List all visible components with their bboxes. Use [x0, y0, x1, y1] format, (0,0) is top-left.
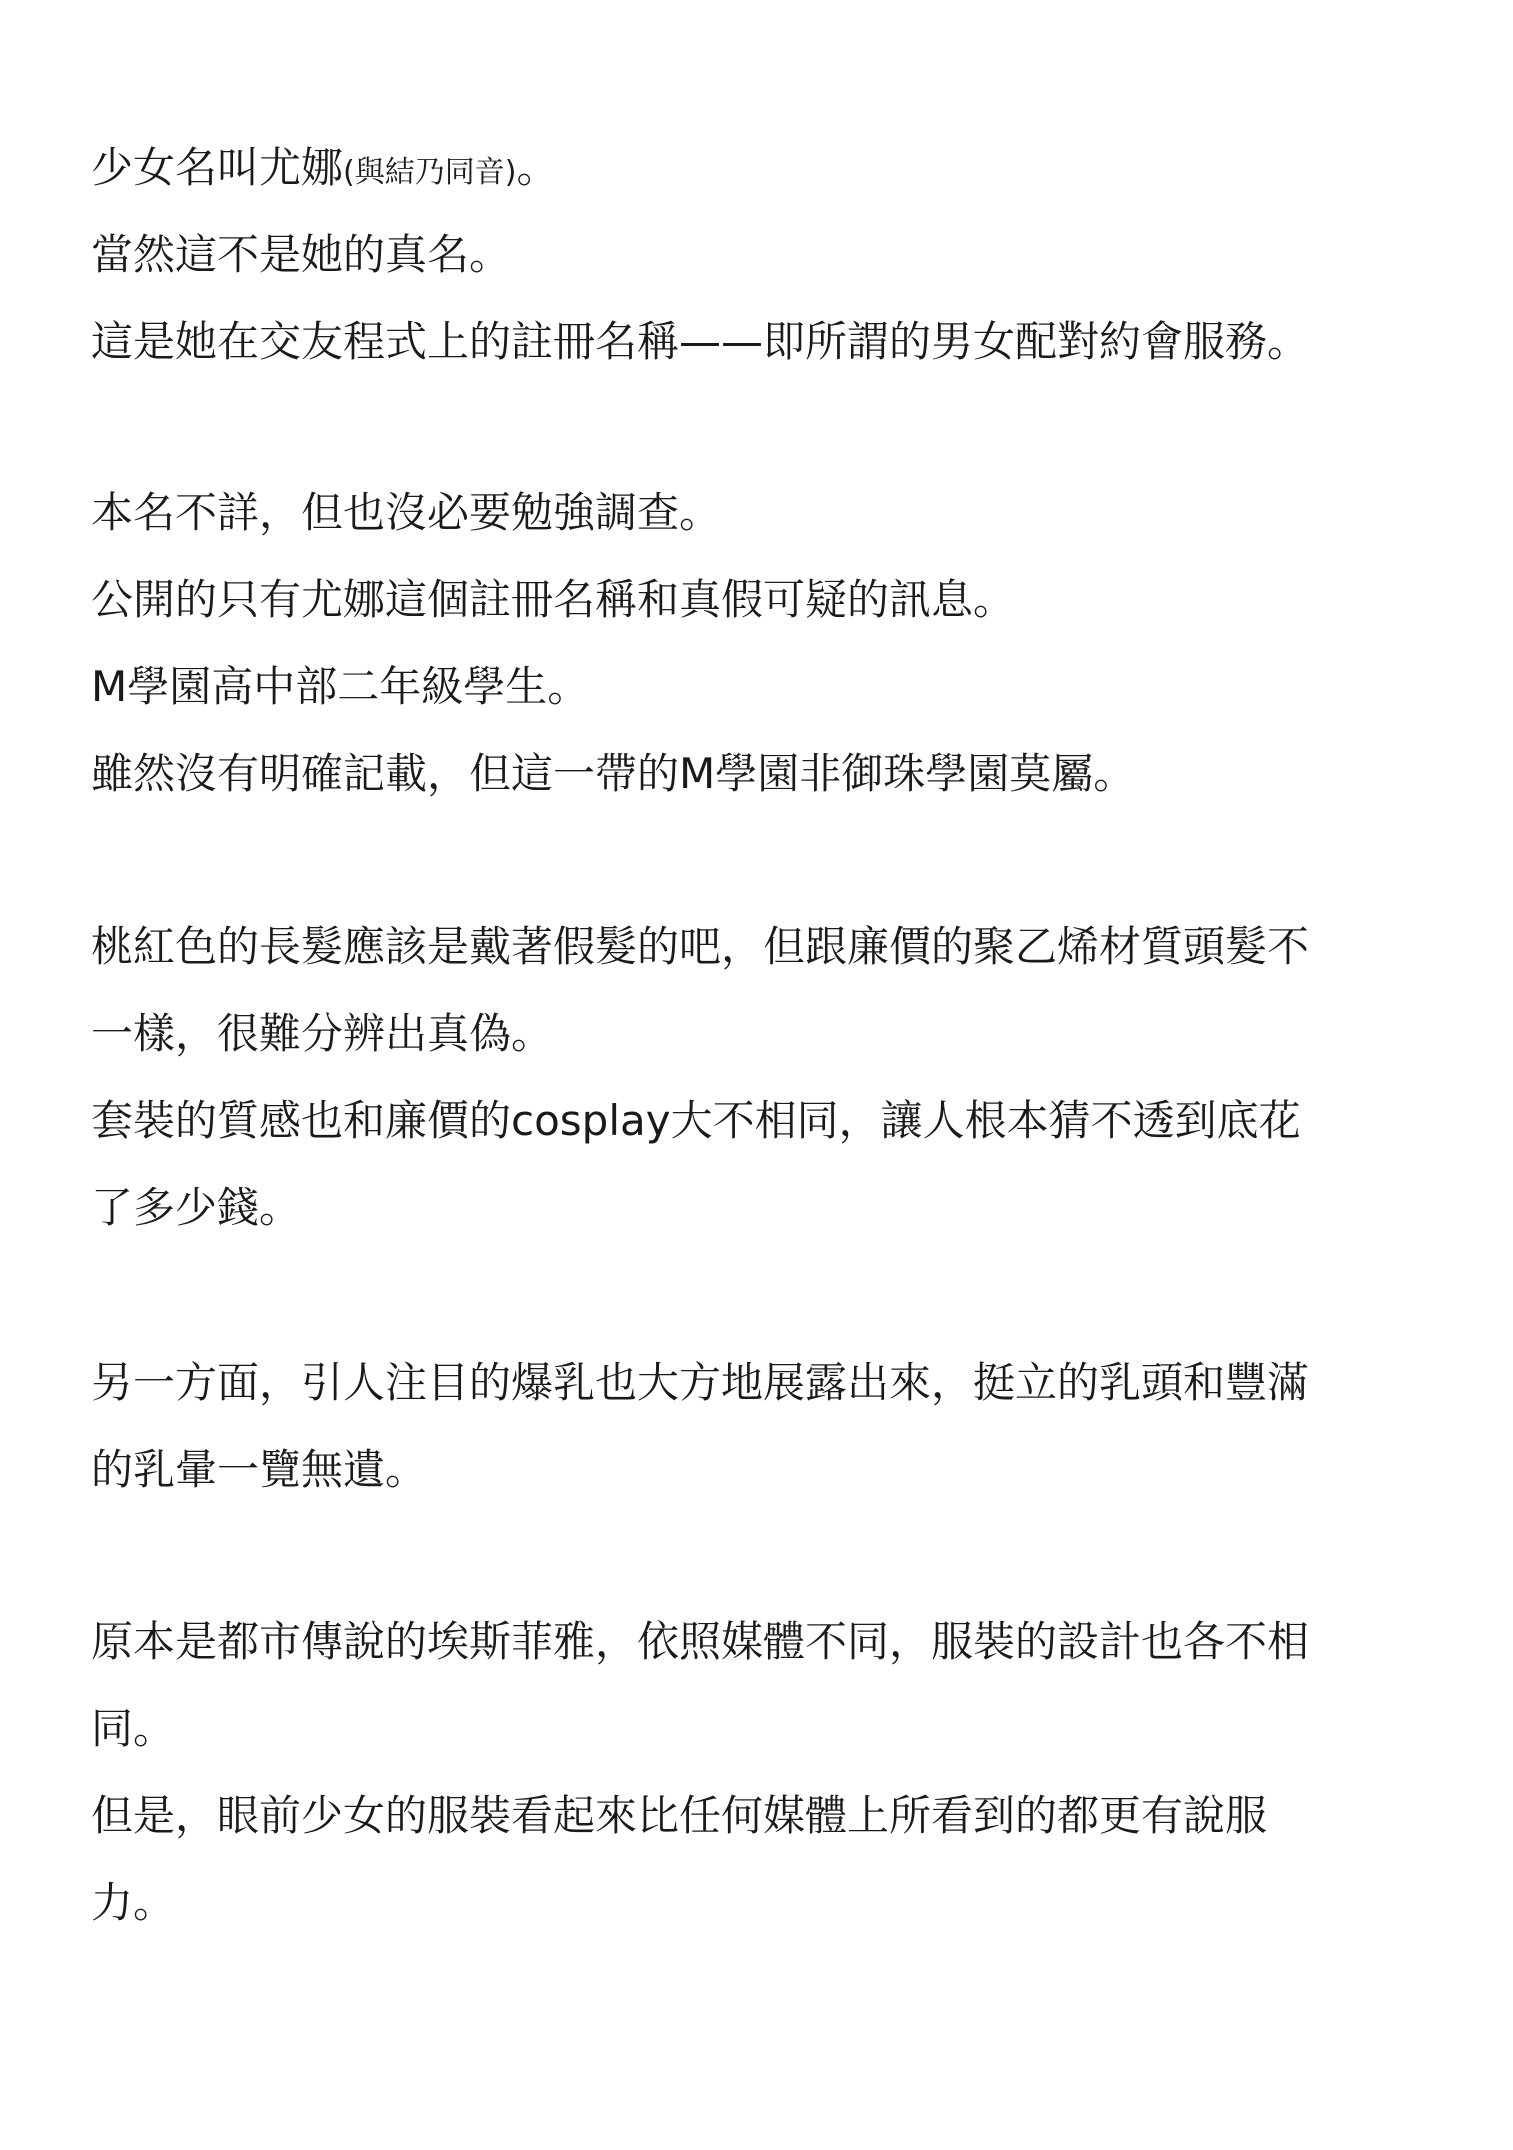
paragraph-3-line-1: 桃紅色的長髮應該是戴著假髮的吧，但跟廉價的聚乙烯材質頭髮不 — [91, 922, 1310, 971]
paragraph-2-line-2: 公開的只有尤娜這個註冊名稱和真假可疑的訊息。 — [91, 575, 1016, 624]
paragraph-5-line-3: 但是，眼前少女的服裝看起來比任何媒體上所看到的都更有說服 — [91, 1791, 1268, 1840]
paragraph-1-line-1 — [91, 138, 558, 198]
furigana-note: (與結乃同音) — [343, 155, 517, 190]
paragraph-5-line-1: 原本是都市傳說的埃斯菲雅，依照媒體不同，服裝的設計也各不相 — [91, 1617, 1310, 1666]
paragraph-2-line-1: 本名不詳，但也沒必要勉強調查。 — [91, 488, 722, 537]
paragraph-2-line-4: 雖然沒有明確記載，但這一帶的M學園非御珠學園莫屬。 — [91, 749, 1136, 798]
paragraph-1-line-2: 當然這不是她的真名。 — [91, 230, 512, 279]
paragraph-5-line-4: 力。 — [91, 1878, 176, 1927]
text-span: 。 — [516, 143, 559, 192]
paragraph-4-line-2: 的乳暈一覽無遺。 — [91, 1445, 428, 1494]
paragraph-4-line-1: 另一方面，引人注目的爆乳也大方地展露出來，挺立的乳頭和豐滿 — [91, 1358, 1310, 1407]
paragraph-3-line-4: 了多少錢。 — [91, 1183, 302, 1232]
paragraph-2-line-3: M學園高中部二年級學生。 — [91, 662, 590, 711]
paragraph-3-line-3: 套裝的質感也和廉價的cosplay大不相同，讓人根本猜不透到底花 — [91, 1096, 1301, 1145]
text-span: 少女名叫尤娜 — [91, 143, 344, 192]
paragraph-5-line-2: 同。 — [91, 1704, 176, 1753]
paragraph-1-line-3: 這是她在交友程式上的註冊名稱——即所謂的男女配對約會服務。 — [91, 317, 1310, 366]
paragraph-3-line-2: 一樣，很難分辨出真偽。 — [91, 1009, 554, 1058]
